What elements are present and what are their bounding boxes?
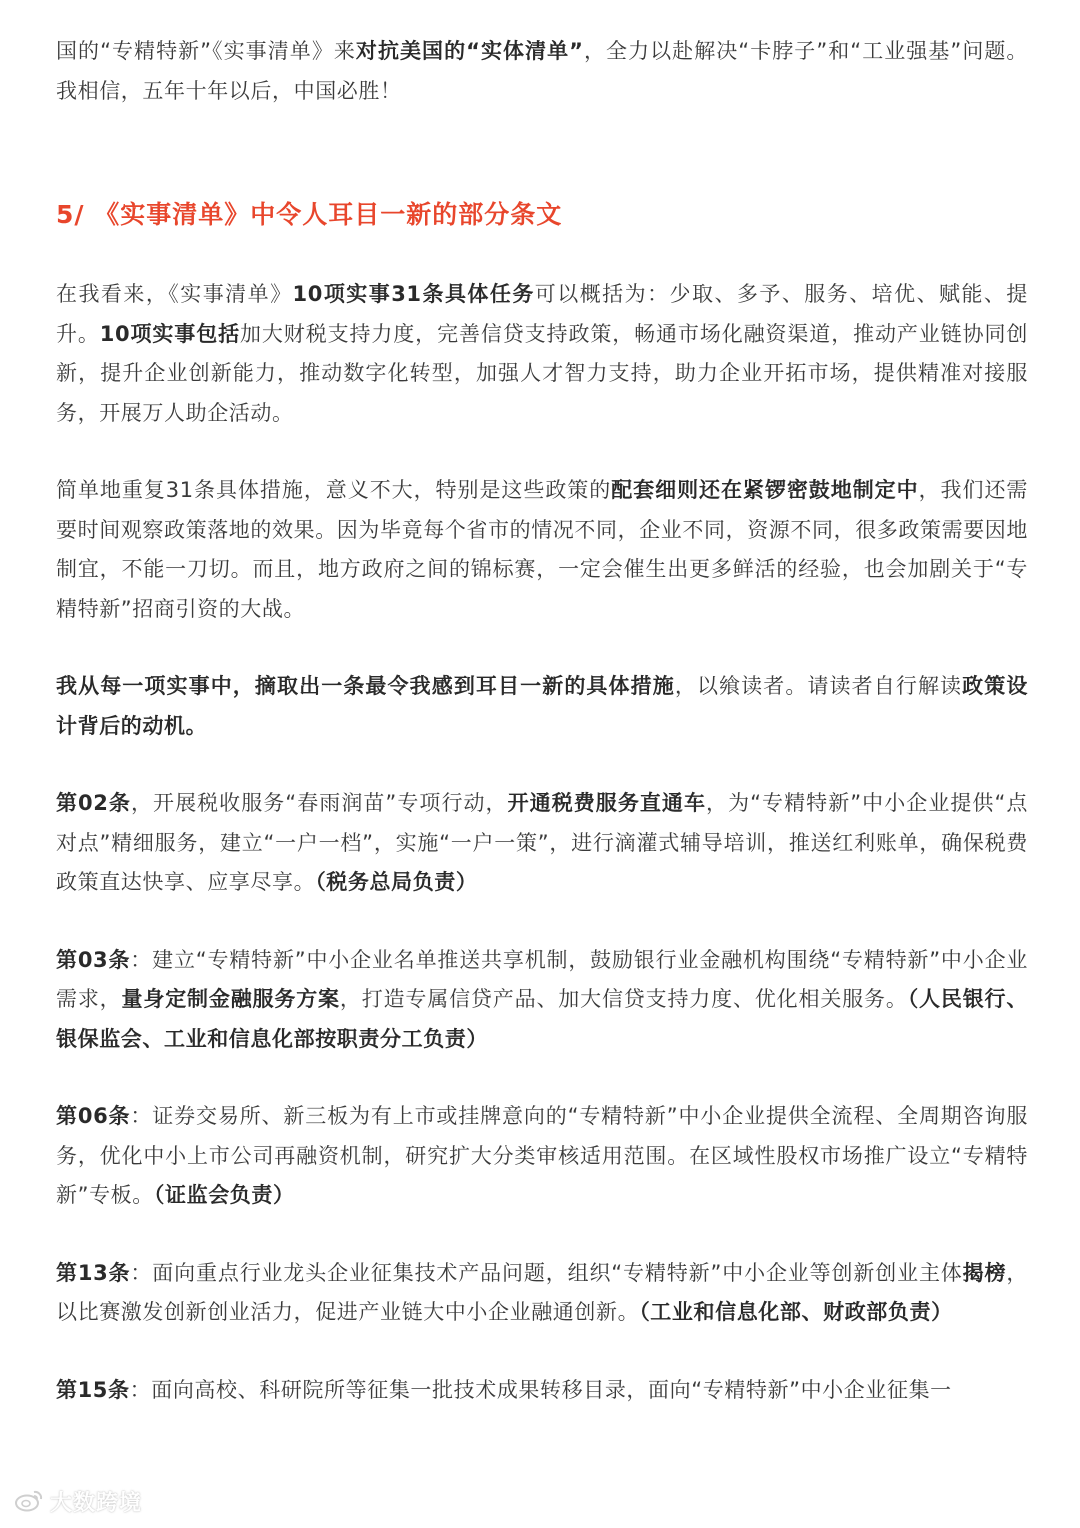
emphasis-text: 第15条 <box>56 1377 130 1402</box>
body-text: 可以概括为：少取、多予、服务、培优、赋能、提升。 <box>56 282 1028 346</box>
body-text: ，以比赛激发创新创业活力，促进产业链大中小企业融通创新。 <box>56 1260 1028 1324</box>
emphasis-text: 第02条 <box>56 791 131 815</box>
emphasis-text: （人民银行、银保监会、工业和信息化部按职责分工负责） <box>56 987 1028 1051</box>
watermark <box>14 1486 142 1517</box>
body-text: ，我们还需要时间观察政策落地的效果。因为毕竟每个省市的情况不同，企业不同，资源不同，很多政策需要因地制宜，不能一刀切。而且，地方政府之间的锦标赛，一定会催生出更多鲜活的经验，也会加剧关于“专精特新”招商引资的大战。 <box>56 478 1028 621</box>
emphasis-text: 第06条 <box>56 1104 131 1128</box>
emphasis-text: （税务总局负责） <box>315 870 478 894</box>
body-text: ：证券交易所、新三板为有上市或挂牌意向的“专精特新”中小企业提供全流程、全周期咨询服务，优化中小上市公司再融资机制，研究扩大分类审核适用范围。在区域性股权市场推广设立“专精特新”专板。 <box>56 1104 1028 1207</box>
emphasis-text: 第13条 <box>56 1260 131 1285</box>
body-text: 在我看来，《实事清单》 <box>56 282 293 306</box>
paragraph-selection <box>56 667 1028 746</box>
body-text: ：建立“专精特新”中小企业名单推送共享机制，鼓励银行业金融机构围绕“专精特新”中小企业需求， <box>56 947 1028 1011</box>
paragraph-intro-end <box>56 32 1028 111</box>
emphasis-text: 开通税费服务直通车 <box>507 791 707 815</box>
article-03 <box>56 941 1028 1060</box>
body-text: 加大财税支持力度，完善信贷支持政策，畅通市场化融资渠道，推动产业链协同创新，提升企业创新能力，推动数字化转型，加强人才智力支持，助力企业开拓市场，提供精准对接服务，开展万人助企活动。 <box>56 321 1028 425</box>
emphasis-text: 揭榜 <box>962 1260 1007 1285</box>
article-06 <box>56 1097 1028 1216</box>
section-number: 5/ <box>56 200 85 229</box>
section-title: 《实事清单》中令人耳目一新的部分条文 <box>94 200 563 229</box>
emphasis-text: 对抗美国的“实体清单” <box>355 39 584 63</box>
article-02 <box>56 784 1028 903</box>
body-text: ：面向重点行业龙头企业征集技术产品问题，组织“专精特新”中小企业等创新创业主体 <box>130 1260 963 1285</box>
body-text: 简单地重复31条具体措施，意义不大，特别是这些政策的 <box>56 478 612 502</box>
emphasis-text: 10项实事31条具体任务 <box>292 282 535 306</box>
emphasis-text: 我从每一项实事中，摘取出一条最令我感到耳目一新的具体措施 <box>56 674 675 698</box>
weibo-logo-icon <box>14 1488 44 1516</box>
body-text: ，为“专精特新”中小企业提供“点对点”精细服务，建立“一户一档”，实施“一户一策”，进行滴灌式辅导培训，推送红利账单，确保税费政策直达快享、应享尽享。 <box>56 791 1028 894</box>
paragraph-analysis <box>56 471 1028 629</box>
body-text: ，打造专属信贷产品、加大信贷支持力度、优化相关服务。 <box>339 987 908 1011</box>
emphasis-text: 配套细则还在紧锣密鼓地制定中 <box>611 478 919 502</box>
paragraph-summary <box>56 275 1028 433</box>
emphasis-text: （工业和信息化部、财政部负责） <box>639 1300 953 1324</box>
emphasis-text: 10项实事包括 <box>99 321 240 346</box>
body-text: ，以飨读者。请读者自行解读 <box>674 674 963 698</box>
body-text: ：面向高校、科研院所等征集一批技术成果转移目录，面向“专精特新”中小企业征集一 <box>129 1377 952 1402</box>
emphasis-text: 第03条 <box>56 947 131 972</box>
body-text: 国的“专精特新”《实事清单》来 <box>56 39 356 63</box>
body-text: ，全力以赴解决“卡脖子”和“工业强基”问题。我相信，五年十年以后，中国必胜！ <box>56 39 1029 103</box>
section-heading <box>56 195 1028 235</box>
emphasis-text: 政策设计背后的动机。 <box>56 674 1028 738</box>
body-text: ，开展税收服务“春雨润苗”专项行动， <box>130 791 508 815</box>
emphasis-text: （证监会负责） <box>153 1183 295 1207</box>
article-15 <box>56 1371 1028 1411</box>
article-13 <box>56 1254 1028 1333</box>
emphasis-text: 量身定制金融服务方案 <box>121 987 340 1011</box>
article-body <box>56 32 1028 1410</box>
watermark-text: 大数跨境 <box>50 1491 143 1516</box>
